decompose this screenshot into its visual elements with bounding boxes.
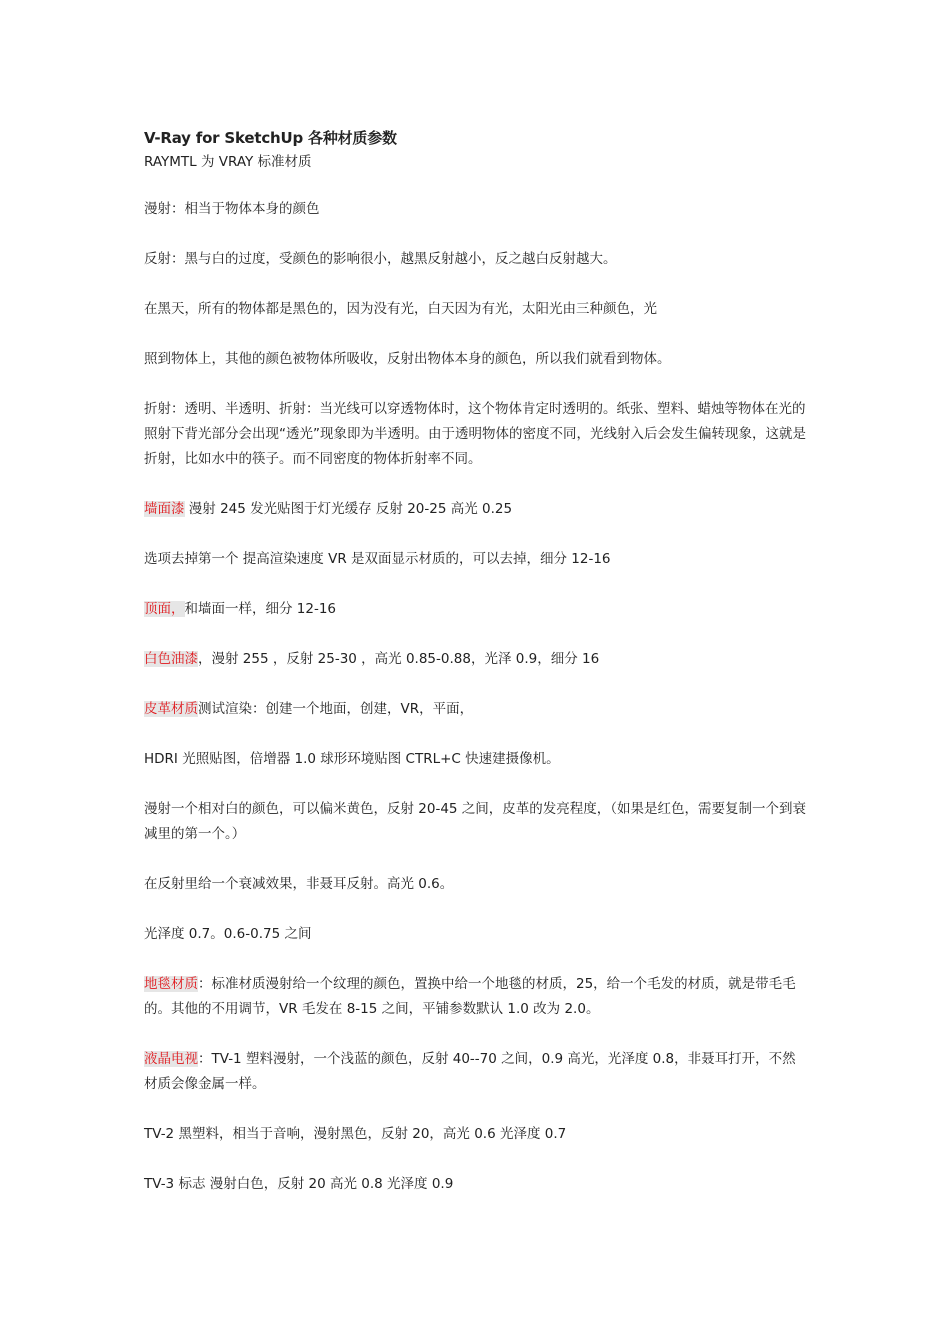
para-refract: 折射：透明、半透明、折射：当光线可以穿透物体时，这个物体肯定时透明的。纸张、塑料、蜡烛等物体在光的照射下背光部分会出现“透光”现象即为半透明。由于透明物体的密度不同，光线射入后会发生偏转现象，这就是折射，比如水中的筷子。而不同密度的物体折射率不同。 (144, 401, 806, 467)
para-leather-diffuse: 漫射一个相对白的颜色，可以偏米黄色，反射 20-45 之间，皮革的发亮程度，（如果是红色，需要复制一个到衰减里的第一个。） (144, 801, 807, 842)
highlight-label: 白色油漆 (144, 651, 198, 667)
para-hdri: HDRI 光照贴图，倍增器 1.0 球形环境贴图 CTRL+C 快速建摄像机。 (144, 751, 560, 767)
para-gloss: 光泽度 0.7。0.6-0.75 之间 (144, 926, 312, 942)
para-dark-1: 在黑天，所有的物体都是黑色的，因为没有光，白天因为有光，太阳光由三种颜色，光 (144, 301, 657, 317)
highlight-label: 顶面， (144, 601, 185, 617)
para-options: 选项去掉第一个 提高渲染速度 VR 是双面显示材质的，可以去掉，细分 12-16 (144, 551, 611, 567)
doc-title: V-Ray for SketchUp 各种材质参数 (144, 129, 397, 147)
para-reflect: 反射：黑与白的过度，受颜色的影响很小，越黑反射越小，反之越白反射越大。 (144, 251, 617, 267)
highlight-label: 液晶电视 (144, 1051, 198, 1067)
para-white-paint (144, 647, 809, 672)
para-text: ：TV-1 塑料漫射，一个浅蓝的颜色，反射 40--70 之间，0.9 高光，光泽度 0.8，非聂耳打开，不然材质会像金属一样。 (144, 1051, 796, 1092)
para-lcd-tv (144, 1047, 809, 1097)
para-tv2: TV-2 黑塑料，相当于音响，漫射黑色，反射 20，高光 0.6 光泽度 0.7 (144, 1126, 567, 1142)
para-ceiling (144, 597, 809, 622)
para-text: 测试渲染：创建一个地面，创建，VR，平面， (198, 701, 474, 717)
para-text: ：标准材质漫射给一个纹理的颜色，置换中给一个地毯的材质，25，给一个毛发的材质，就是带毛毛的。其他的不用调节，VR 毛发在 8-15 之间，平铺参数默认 1.0 改为 2.0。 (144, 976, 796, 1017)
highlight-label: 皮革材质 (144, 701, 198, 717)
document-body (144, 127, 809, 1197)
doc-subtitle: RAYMTL 为 VRAY 标准材质 (144, 154, 312, 170)
para-text: 漫射 245 发光贴图于灯光缓存 反射 20-25 高光 0.25 (184, 501, 513, 517)
para-diffuse: 漫射：相当于物体本身的颜色 (144, 201, 320, 217)
para-carpet (144, 972, 809, 1022)
para-falloff: 在反射里给一个衰减效果，非聂耳反射。高光 0.6。 (144, 876, 454, 892)
para-tv3: TV-3 标志 漫射白色，反射 20 高光 0.8 光泽度 0.9 (144, 1176, 454, 1192)
para-dark-2: 照到物体上，其他的颜色被物体所吸收，反射出物体本身的颜色，所以我们就看到物体。 (144, 351, 671, 367)
highlight-label: 墙面漆 (144, 501, 185, 517)
highlight-label: 地毯材质 (144, 976, 198, 992)
para-text: 和墙面一样，细分 12-16 (184, 601, 337, 617)
para-text: ，漫射 255 ，反射 25-30 ，高光 0.85-0.88，光泽 0.9，细分 16 (198, 651, 600, 667)
para-leather (144, 697, 809, 722)
para-wall-paint (144, 497, 809, 522)
